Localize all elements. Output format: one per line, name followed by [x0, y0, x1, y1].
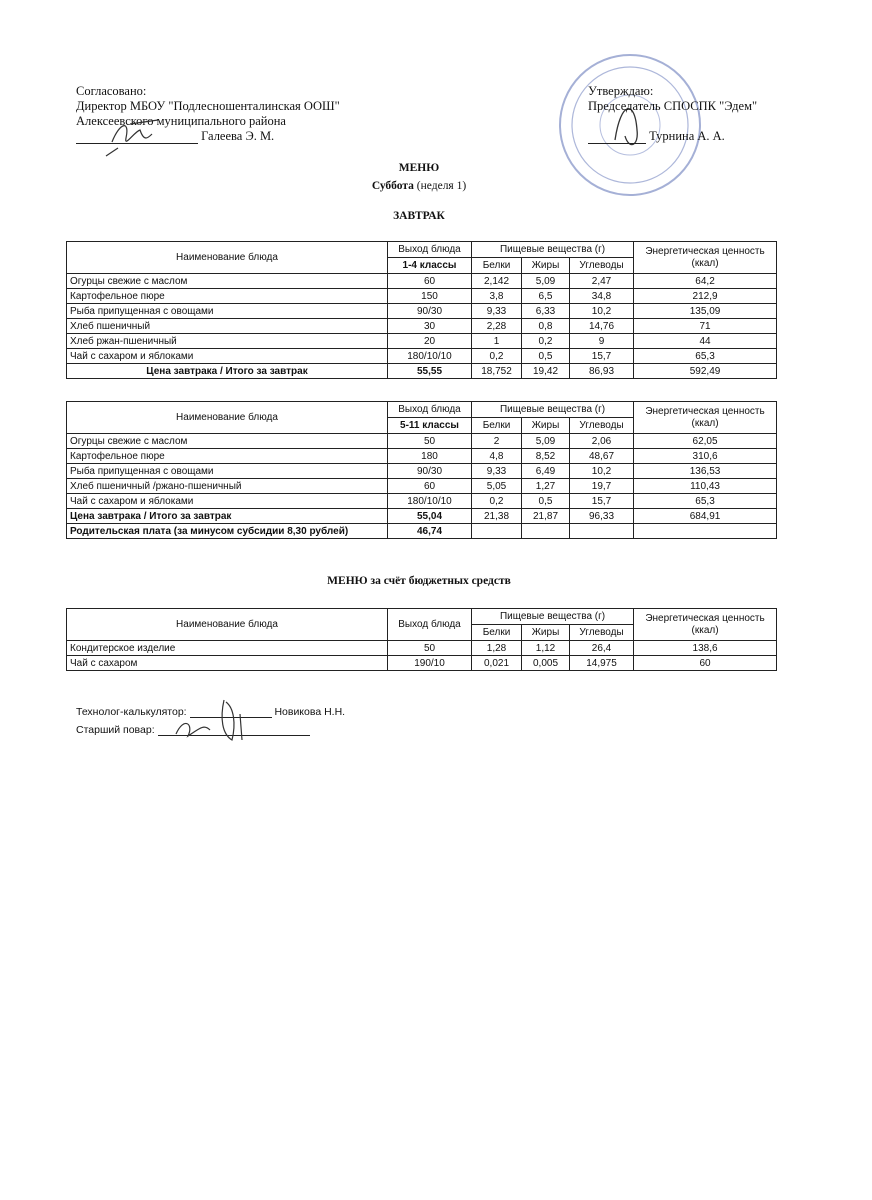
- dish-name: Картофельное пюре: [67, 289, 388, 304]
- dish-fat: 8,52: [522, 449, 570, 464]
- dish-name: Картофельное пюре: [67, 449, 388, 464]
- dish-fat: 6,49: [522, 464, 570, 479]
- dish-name: Рыба припущенная с овощами: [67, 464, 388, 479]
- dish-fat: 0,2: [522, 334, 570, 349]
- total-energy: 592,49: [634, 364, 777, 379]
- dish-energy: 62,05: [634, 434, 777, 449]
- dish-output: 50: [388, 434, 472, 449]
- breakfast-table-1-4: [66, 241, 777, 379]
- dish-energy: 138,6: [634, 641, 777, 656]
- table-row: [67, 349, 777, 364]
- chairman-title: Председатель СПОСПК "Эдем": [588, 99, 758, 113]
- dish-protein: 5,05: [472, 479, 522, 494]
- dish-output: 90/30: [388, 464, 472, 479]
- col-carbs-header: Углеводы: [570, 258, 634, 274]
- dish-output: 180/10/10: [388, 494, 472, 509]
- table-row: [67, 656, 777, 671]
- total-protein: 18,752: [472, 364, 522, 379]
- dish-energy: 136,53: [634, 464, 777, 479]
- dish-name: Рыба припущенная с овощами: [67, 304, 388, 319]
- dish-output: 20: [388, 334, 472, 349]
- dish-output: 90/30: [388, 304, 472, 319]
- dish-fat: 6,5: [522, 289, 570, 304]
- dish-output: 180/10/10: [388, 349, 472, 364]
- meal-title: ЗАВТРАК: [393, 210, 445, 222]
- col-fat-header: Жиры: [522, 418, 570, 434]
- total-carbs: 96,33: [570, 509, 634, 524]
- dish-name: Огурцы свежие с маслом: [67, 434, 388, 449]
- total-carbs: 86,93: [570, 364, 634, 379]
- budget-menu-title: МЕНЮ за счёт бюджетных средств: [327, 575, 511, 587]
- approval-right: [588, 84, 757, 144]
- approve-label: Утверждаю:: [588, 84, 654, 98]
- dish-output: 50: [388, 641, 472, 656]
- dish-energy: 65,3: [634, 349, 777, 364]
- col-carbs-header: Углеводы: [570, 418, 634, 434]
- col-nutrients-header: Пищевые вещества (г): [472, 242, 634, 258]
- director-title: Директор МБОУ "Подлесношенталинская ООШ": [76, 99, 340, 113]
- dish-name: Огурцы свежие с маслом: [67, 274, 388, 289]
- dish-name: Чай с сахаром и яблоками: [67, 349, 388, 364]
- table-row: [67, 434, 777, 449]
- technologist-name: Новикова Н.Н.: [274, 706, 346, 718]
- grade-label: 1-4 классы: [388, 258, 472, 274]
- dish-carbs: 26,4: [570, 641, 634, 656]
- dish-name: Хлеб ржан-пшеничный: [67, 334, 388, 349]
- dish-protein: 1,28: [472, 641, 522, 656]
- col-protein-header: Белки: [472, 258, 522, 274]
- dish-name: Чай с сахаром и яблоками: [67, 494, 388, 509]
- dish-output: 30: [388, 319, 472, 334]
- table-row: [67, 289, 777, 304]
- technologist-label: Технолог-калькулятор:: [76, 706, 187, 718]
- table-row: [67, 641, 777, 656]
- total-price: 55,04: [388, 509, 472, 524]
- dish-protein: 4,8: [472, 449, 522, 464]
- dish-protein: 0,021: [472, 656, 522, 671]
- table-row: [67, 464, 777, 479]
- table-row: [67, 274, 777, 289]
- dish-carbs: 2,06: [570, 434, 634, 449]
- parent-fee-row: [67, 524, 777, 539]
- dish-protein: 0,2: [472, 494, 522, 509]
- dish-carbs: 15,7: [570, 349, 634, 364]
- dish-carbs: 48,67: [570, 449, 634, 464]
- dish-fat: 0,8: [522, 319, 570, 334]
- dish-carbs: 15,7: [570, 494, 634, 509]
- total-row: [67, 509, 777, 524]
- approval-label: Согласовано:: [76, 84, 147, 98]
- dish-fat: 0,5: [522, 494, 570, 509]
- dish-output: 60: [388, 479, 472, 494]
- dish-name: Хлеб пшеничный /ржано-пшеничный: [67, 479, 388, 494]
- dish-energy: 71: [634, 319, 777, 334]
- dish-fat: 0,5: [522, 349, 570, 364]
- breakfast-table-5-11: [66, 401, 777, 539]
- total-label: Цена завтрака / Итого за завтрак: [67, 509, 388, 524]
- dish-carbs: 10,2: [570, 464, 634, 479]
- col-nutrients-header: Пищевые вещества (г): [472, 402, 634, 418]
- dish-protein: 2,28: [472, 319, 522, 334]
- week-label: (неделя 1): [413, 180, 467, 192]
- col-output-header: Выход блюда: [388, 402, 472, 418]
- dish-protein: 0,2: [472, 349, 522, 364]
- dish-fat: 1,27: [522, 479, 570, 494]
- dish-energy: 60: [634, 656, 777, 671]
- dish-energy: 44: [634, 334, 777, 349]
- dish-name: Хлеб пшеничный: [67, 319, 388, 334]
- grade-label: 5-11 классы: [388, 418, 472, 434]
- total-row: [67, 364, 777, 379]
- dish-name: Кондитерское изделие: [67, 641, 388, 656]
- chairman-name: Турнина А. А.: [649, 129, 725, 143]
- dish-output: 190/10: [388, 656, 472, 671]
- table-row: [67, 449, 777, 464]
- dish-protein: 2,142: [472, 274, 522, 289]
- dish-output: 180: [388, 449, 472, 464]
- footer-signature-image: [170, 694, 260, 746]
- dish-protein: 1: [472, 334, 522, 349]
- dish-energy: 65,3: [634, 494, 777, 509]
- day-name: Суббота: [371, 180, 414, 192]
- dish-fat: 1,12: [522, 641, 570, 656]
- col-protein-header: Белки: [472, 418, 522, 434]
- col-fat-header: Жиры: [522, 625, 570, 641]
- col-name-header: Наименование блюда: [67, 609, 388, 641]
- dish-carbs: 2,47: [570, 274, 634, 289]
- dish-protein: 2: [472, 434, 522, 449]
- table-row: [67, 479, 777, 494]
- dish-energy: 135,09: [634, 304, 777, 319]
- total-fat: 19,42: [522, 364, 570, 379]
- dish-name: Чай с сахаром: [67, 656, 388, 671]
- dish-carbs: 14,76: [570, 319, 634, 334]
- dish-protein: 9,33: [472, 304, 522, 319]
- dish-carbs: 10,2: [570, 304, 634, 319]
- col-protein-header: Белки: [472, 625, 522, 641]
- parent-fee-label: Родительская плата (за минусом субсидии 8,30 рублей): [67, 524, 388, 539]
- total-price: 55,55: [388, 364, 472, 379]
- dish-fat: 6,33: [522, 304, 570, 319]
- dish-fat: 0,005: [522, 656, 570, 671]
- director-name: Галеева Э. М.: [201, 129, 275, 143]
- table-row: [67, 494, 777, 509]
- parent-fee-value: 46,74: [388, 524, 472, 539]
- dish-carbs: 14,975: [570, 656, 634, 671]
- col-output-header: Выход блюда: [388, 242, 472, 258]
- col-name-header: Наименование блюда: [67, 242, 388, 274]
- table-row: [67, 334, 777, 349]
- dish-carbs: 9: [570, 334, 634, 349]
- col-energy-header: Энергетическая ценность (ккал): [634, 242, 777, 274]
- dish-energy: 64,2: [634, 274, 777, 289]
- dish-energy: 310,6: [634, 449, 777, 464]
- menu-day: [0, 180, 838, 192]
- total-label: Цена завтрака / Итого за завтрак: [67, 364, 388, 379]
- col-fat-header: Жиры: [522, 258, 570, 274]
- dish-output: 150: [388, 289, 472, 304]
- col-output-header: Выход блюда: [388, 609, 472, 641]
- dish-fat: 5,09: [522, 274, 570, 289]
- budget-menu-table: [66, 608, 777, 671]
- dish-protein: 9,33: [472, 464, 522, 479]
- total-protein: 21,38: [472, 509, 522, 524]
- total-energy: 684,91: [634, 509, 777, 524]
- dish-protein: 3,8: [472, 289, 522, 304]
- col-nutrients-header: Пищевые вещества (г): [472, 609, 634, 625]
- director-signature-image: [100, 112, 170, 160]
- col-energy-header: Энергетическая ценность (ккал): [634, 402, 777, 434]
- col-name-header: Наименование блюда: [67, 402, 388, 434]
- table-row: [67, 319, 777, 334]
- chairman-signature-line: [588, 129, 757, 144]
- total-fat: 21,87: [522, 509, 570, 524]
- dish-energy: 110,43: [634, 479, 777, 494]
- head-cook-label: Старший повар:: [76, 724, 155, 736]
- col-energy-header: Энергетическая ценность (ккал): [634, 609, 777, 641]
- dish-output: 60: [388, 274, 472, 289]
- dish-carbs: 19,7: [570, 479, 634, 494]
- menu-title: МЕНЮ: [398, 162, 440, 174]
- table-row: [67, 304, 777, 319]
- dish-fat: 5,09: [522, 434, 570, 449]
- district-name: Алексеевского муниципального района: [76, 114, 286, 128]
- dish-energy: 212,9: [634, 289, 777, 304]
- dish-carbs: 34,8: [570, 289, 634, 304]
- col-carbs-header: Углеводы: [570, 625, 634, 641]
